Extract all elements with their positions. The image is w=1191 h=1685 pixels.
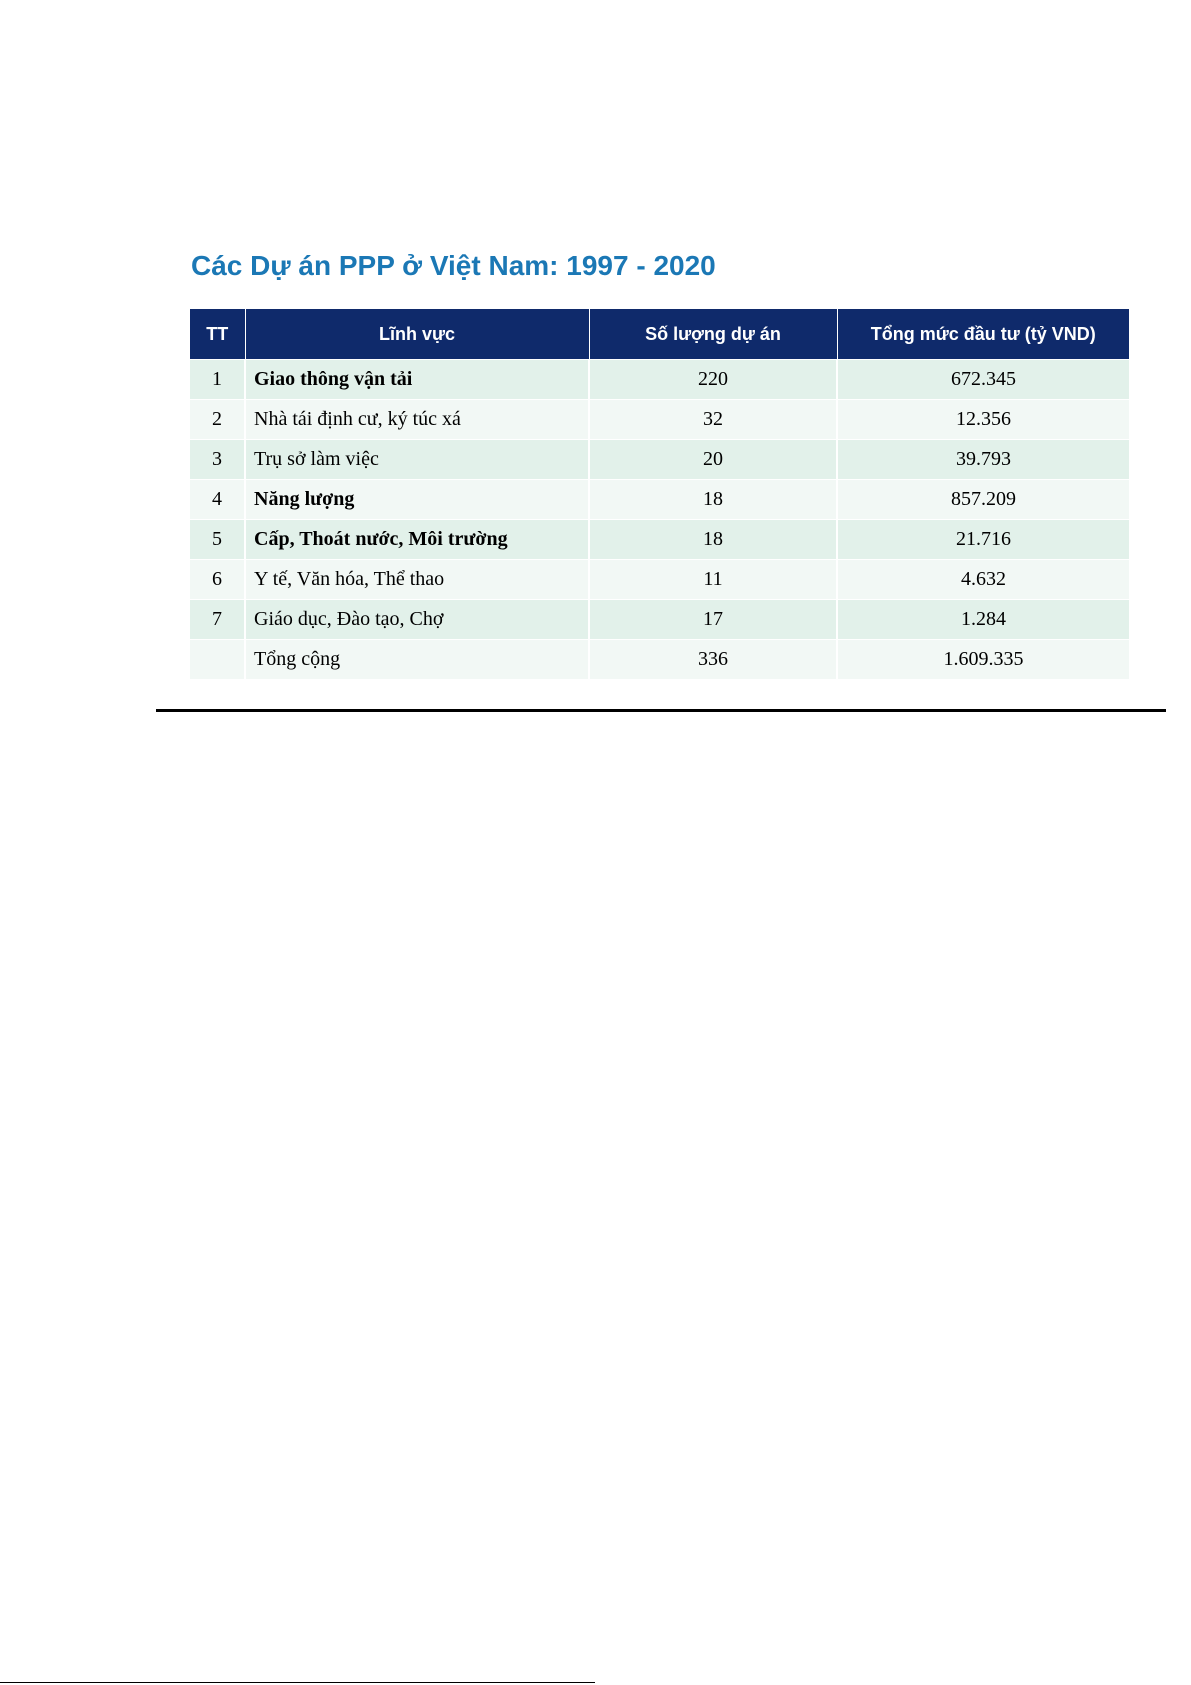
row-field: Trụ sở làm việc bbox=[245, 440, 589, 480]
table-total-row bbox=[190, 640, 1129, 680]
total-label: Tổng cộng bbox=[245, 640, 589, 680]
row-number: 5 bbox=[190, 520, 245, 560]
row-field: Cấp, Thoát nước, Môi trường bbox=[245, 520, 589, 560]
table-row bbox=[190, 360, 1129, 400]
table-row bbox=[190, 480, 1129, 520]
total-project-count: 336 bbox=[589, 640, 837, 680]
row-field: Nhà tái định cư, ký túc xá bbox=[245, 400, 589, 440]
row-field: Năng lượng bbox=[245, 480, 589, 520]
table-row bbox=[190, 600, 1129, 640]
row-field: Giao thông vận tải bbox=[245, 360, 589, 400]
row-number: 7 bbox=[190, 600, 245, 640]
table-title: Các Dự án PPP ở Việt Nam: 1997 - 2020 bbox=[191, 250, 716, 281]
row-total-investment: 1.284 bbox=[837, 600, 1129, 640]
table-row bbox=[190, 440, 1129, 480]
row-project-count: 20 bbox=[589, 440, 837, 480]
table-row bbox=[190, 560, 1129, 600]
row-number: 2 bbox=[190, 400, 245, 440]
row-number: 1 bbox=[190, 360, 245, 400]
row-project-count: 220 bbox=[589, 360, 837, 400]
header-project-count: Số lượng dự án bbox=[589, 309, 837, 360]
row-field: Giáo dục, Đào tạo, Chợ bbox=[245, 600, 589, 640]
row-total-investment: 4.632 bbox=[837, 560, 1129, 600]
row-project-count: 17 bbox=[589, 600, 837, 640]
row-total-investment: 672.345 bbox=[837, 360, 1129, 400]
table-row bbox=[190, 400, 1129, 440]
table-row bbox=[190, 520, 1129, 560]
table-header-row bbox=[190, 309, 1129, 360]
footnote-rule bbox=[0, 1682, 595, 1683]
total-number bbox=[190, 640, 245, 680]
section-divider bbox=[156, 709, 1166, 712]
row-total-investment: 857.209 bbox=[837, 480, 1129, 520]
row-project-count: 18 bbox=[589, 480, 837, 520]
row-number: 6 bbox=[190, 560, 245, 600]
total-investment: 1.609.335 bbox=[837, 640, 1129, 680]
row-project-count: 32 bbox=[589, 400, 837, 440]
row-project-count: 11 bbox=[589, 560, 837, 600]
row-project-count: 18 bbox=[589, 520, 837, 560]
header-tt: TT bbox=[190, 309, 245, 360]
ppp-projects-table bbox=[190, 309, 1129, 679]
row-total-investment: 39.793 bbox=[837, 440, 1129, 480]
row-number: 3 bbox=[190, 440, 245, 480]
row-field: Y tế, Văn hóa, Thể thao bbox=[245, 560, 589, 600]
header-total-investment: Tổng mức đầu tư (tỷ VND) bbox=[837, 309, 1129, 360]
header-field: Lĩnh vực bbox=[245, 309, 589, 360]
row-total-investment: 12.356 bbox=[837, 400, 1129, 440]
row-number: 4 bbox=[190, 480, 245, 520]
row-total-investment: 21.716 bbox=[837, 520, 1129, 560]
